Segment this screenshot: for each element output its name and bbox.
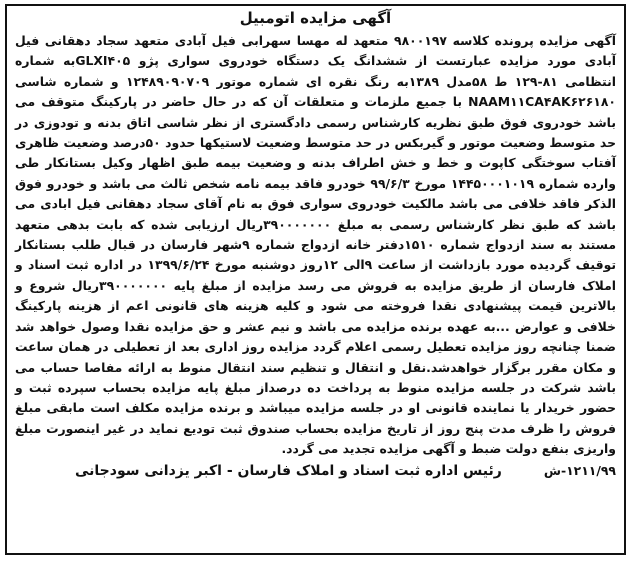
auction-notice — [5, 4, 626, 555]
notice-title: آگهی مزایده اتومبیل — [239, 9, 392, 27]
notice-body: آگهی مزایده پرونده کلاسه ۹۸۰۰۱۹۷ متعهد له مهسا سهرابی فیل آبادی متعهد سجاد دهقانی فیل آبادی مورد مزایده عبارتست از ششدانگ یک دستگاه خودروی سواری پژو GLXI۴۰۵به شماره انتظامی ۸۱-۱۲۹ ط ۵۸مدل ۱۳۸۹به رنگ نقره ای شماره موتور ۱۲۴۸۹۰۹۰۷۰۹ و شماره شاسی NAAM۱۱CA۴AK۶۲۶۱۸۰ با جمیع ملزمات و متعلقات آن که در حال حاضر در پارکینگ متوقف می باشد خودروی فوق طبق نظریه کارشناس رسمی دادگستری از نظر شاسی اتاق بدنه و تودوزی در حد متوسط وضعیت موتور و گیربکس در حد متوسط وضعیت لاستیکها حدود ۵۰درصد وضعیت ظاهری آفتاب سوختگی کاپوت و خط و خش اطراف بدنه و وضعیت بیمه طبق اظهار وکیل بستانکار طی وارده شماره ۱۴۴۵۰۰۰۱۰۱۹ مورخ ۹۹/۶/۳ خودرو فاقد بیمه نامه شخص ثالث می باشد و خودرو فوق الذکر فاقد خلافی می باشد مالکیت خودروی سواری فوق به نام آقای سجاد دهقانی فیل ابادی می باشد که طبق نظر کارشناس رسمی به مبلغ ۳۹۰۰۰۰۰۰۰ریال ارزیابی شده که بابت بدهی متعهد مستند به سند ازدواج شماره ۱۵۱۰دفتر خانه ازدواج شماره ۹شهر فارسان در قبال طلب بستانکار توقیف گردیده مورد بازداشت از ساعت ۹الی ۱۲روز دوشنبه مورخ ۱۳۹۹/۶/۲۴ در اداره ثبت اسناد و املاک فارسان از طریق مزایده به فروش می رسد مزایده از مبلغ پایه ۳۹۰۰۰۰۰۰۰ریال شروع و بالاترین قیمت پیشنهادی نقدا فروخته می شود و کلیه هزینه های قانونی اعم از هزینه پارکینگ خلافی و عوارض ...به عهده برنده مزایده می باشد و نیم عشر و حق مزایده نقدا وصول خواهد شد ضمنا چنانچه روز مزایده تعطیل رسمی اعلام گردد مزایده روز اداری بعد از تعطیلی در همان ساعت و مکان مقرر برگزار خواهدشد.نقل و انتقال و تنظیم سند انتقال منوط به ارائه مفاصا حساب می باشد شرکت در جلسه مزایده منوط به پرداخت ده درصداز مبلغ پایه مزایده بحساب سپرده ثبت و حضور خریدار یا نماینده قانونی او در جلسه مزایده میباشد و برنده مزایده مکلف است مابقی مبلغ فروش را ظرف مدت پنج روز از تاریخ مزایده بحساب صندوق ثبت تودیع نماید در غیر اینصورت مبلغ واریزی بنفع دولت ضبط و آگهی مزایده تجدید می گردد. — [15, 33, 617, 457]
notice-signature: رئیس اداره ثبت اسناد و املاک فارسان - اکبر یزدانی سودجانی — [75, 462, 502, 479]
notice-footer — [15, 461, 616, 481]
notice-code: ۱۲۱۱/۹۹-ش — [543, 462, 616, 478]
